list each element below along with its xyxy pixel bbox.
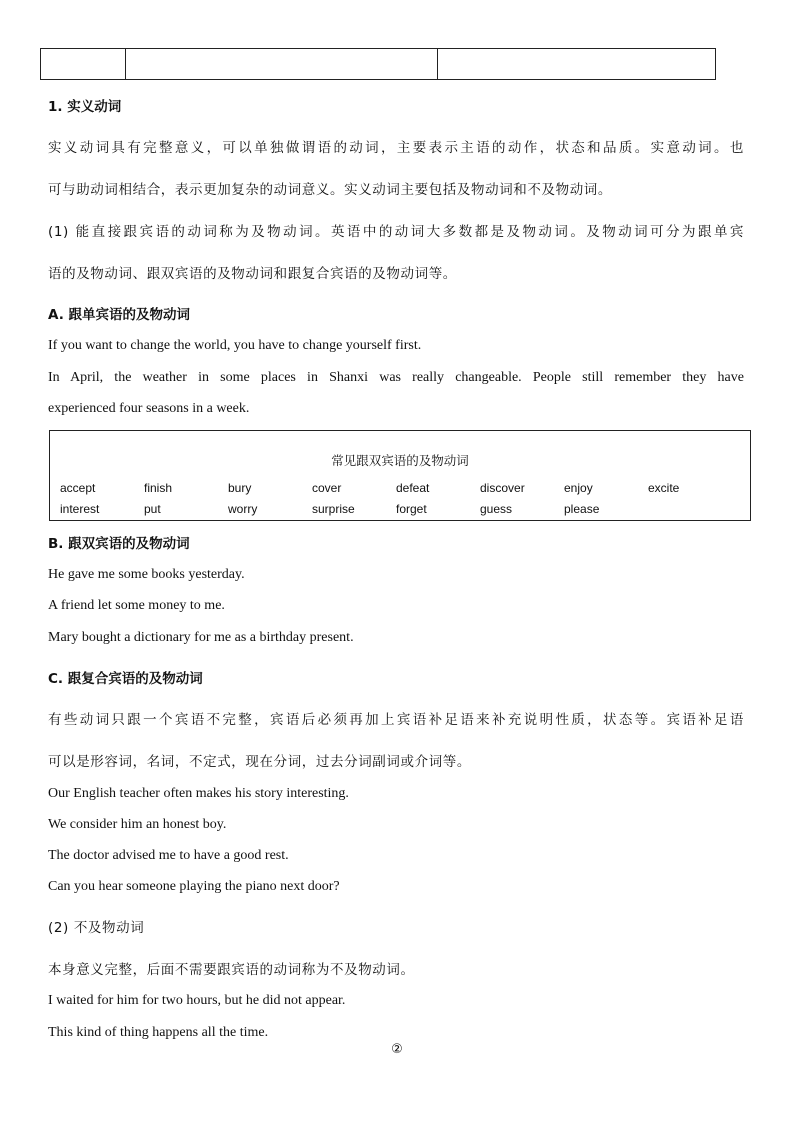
verb-table-title: 常见跟双宾语的及物动词 <box>331 453 469 468</box>
example-sentence: If you want to change the world, you have to change yourself first. <box>48 338 422 353</box>
example-sentence: The doctor advised me to have a good rest. <box>48 848 289 863</box>
example-sentence: He gave me some books yesterday. <box>48 567 245 582</box>
example-sentence: We consider him an honest boy. <box>48 817 227 832</box>
section-heading-1: 1. 实义动词 <box>48 99 122 115</box>
verb-word: accept <box>60 481 96 495</box>
verb-word: interest <box>60 502 100 516</box>
page-number: ② <box>391 1042 403 1057</box>
verb-list-table <box>49 430 751 521</box>
verb-word: enjoy <box>564 481 593 495</box>
verb-table-row <box>60 502 740 516</box>
example-sentence: experienced four seasons in a week. <box>48 401 250 416</box>
transitive-definition-line: 语的及物动词、跟双宾语的及物动词和跟复合宾语的及物动词等。 <box>48 266 457 282</box>
header-table-cell <box>438 49 715 79</box>
verb-table-row <box>60 481 740 495</box>
intro-paragraph-line: 可与助动词相结合，表示更加复杂的动词意义。实义动词主要包括及物动词和不及物动词。 <box>48 182 612 198</box>
verb-word: excite <box>648 481 680 495</box>
verb-word: defeat <box>396 481 430 495</box>
example-sentence: I waited for him for two hours, but he did not appear. <box>48 993 346 1008</box>
verb-word: put <box>144 502 161 516</box>
header-table-cell <box>126 49 438 79</box>
transitive-definition-line: (1) 能直接跟宾语的动词称为及物动词。英语中的动词大多数都是及物动词。及物动词可分为跟单宾 <box>48 224 744 240</box>
example-sentence: In April, the weather in some places in Shanxi was really changeable. People still remember they have <box>48 370 744 385</box>
complex-object-paragraph-line: 可以是形容词，名词，不定式，现在分词，过去分词副词或介词等。 <box>48 754 471 770</box>
verb-word: finish <box>144 481 173 495</box>
intro-paragraph-line: 实义动词具有完整意义，可以单独做谓语的动词，主要表示主语的动作，状态和品质。实意动词。也 <box>48 140 744 156</box>
verb-word: please <box>564 502 600 516</box>
header-table-cell <box>41 49 126 79</box>
intransitive-definition: 本身意义完整，后面不需要跟宾语的动词称为不及物动词。 <box>48 962 415 978</box>
subheading-c: C. 跟复合宾语的及物动词 <box>48 671 203 687</box>
verb-word: worry <box>228 502 258 516</box>
intransitive-heading: (2) 不及物动词 <box>48 920 145 936</box>
example-sentence: A friend let some money to me. <box>48 598 225 613</box>
subheading-a: A. 跟单宾语的及物动词 <box>48 307 191 323</box>
verb-word: forget <box>396 502 427 516</box>
example-sentence: Our English teacher often makes his story interesting. <box>48 786 349 801</box>
subheading-b: B. 跟双宾语的及物动词 <box>48 536 190 552</box>
verb-word: guess <box>480 502 513 516</box>
complex-object-paragraph-line: 有些动词只跟一个宾语不完整，宾语后必须再加上宾语补足语来补充说明性质，状态等。宾语补足语 <box>48 712 744 728</box>
verb-word: cover <box>312 481 342 495</box>
example-sentence: Mary bought a dictionary for me as a birthday present. <box>48 630 354 645</box>
verb-word: discover <box>480 481 525 495</box>
verb-word: bury <box>228 481 252 495</box>
example-sentence: This kind of thing happens all the time. <box>48 1025 269 1040</box>
example-sentence: Can you hear someone playing the piano next door? <box>48 879 340 894</box>
verb-word: surprise <box>312 502 355 516</box>
header-table <box>40 48 716 80</box>
